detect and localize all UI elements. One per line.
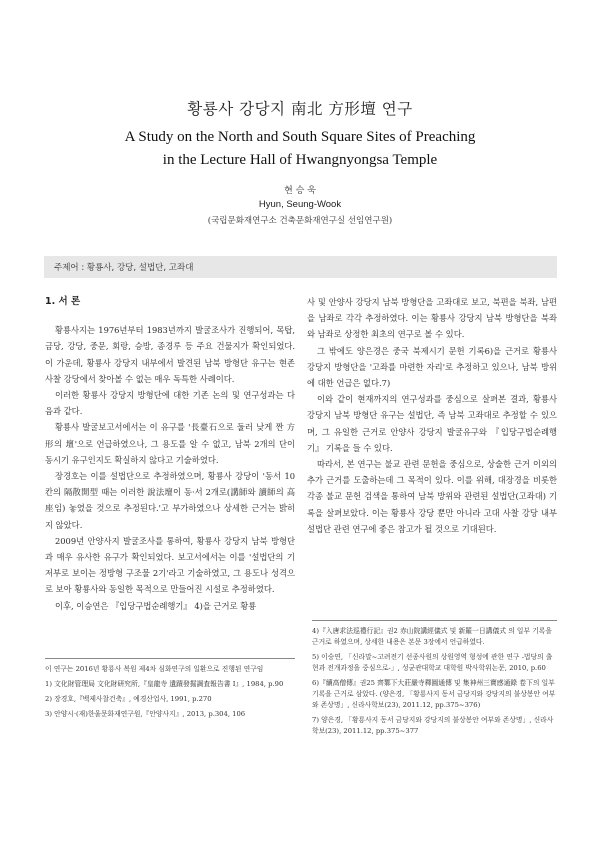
body-paragraph: 황룡사지는 1976년부터 1983년까지 발굴조사가 진행되어, 목탑, 금당, 강당, 중문, 회랑, 승방, 종경루 등 주요 건물지가 확인되었다. 이 가운데, 황룡사 강당지 내부에서 발견된 남북 방형단 유구는 현존 사찰 강당에서 찾아볼 수 없는 매우 독특한 사례이다. (45, 325, 295, 384)
title-english-line-1: A Study on the North and South Square Sites of Preaching (124, 129, 476, 145)
body-paragraph: 이후, 이승연은 『입당구법순례행기』 4)을 근거로 황룡 (55, 600, 257, 611)
body-paragraph: 황룡사 발굴보고서에서는 이 유구를 '長臺石으로 둘러 낮게 짠 方形의 壇'으로 언급하였으나, 그 용도를 알 수 없고, 남북 2개의 단이 동시기 유구인지도 확실하지 않다고 기술하였다. (45, 422, 295, 465)
footnote: 4)『入唐求法巡禮行記』권2 赤山院講經儀式 및 新羅一日講儀式 의 일부 기록을 근거로 하였으며, 상세한 내용은 본문 3장에서 언급하였다. (312, 627, 552, 646)
body-column-right (307, 294, 557, 537)
title-korean: 황룡사 강당지 南北 方形壇 연구 (187, 100, 413, 118)
author-affiliation: (국립문화재연구소 건축문화재연구실 선임연구원) (207, 216, 393, 226)
section-heading: 1. 서 론 (45, 296, 81, 307)
body-paragraph: 이러한 황룡사 강당지 방형단에 대한 기존 논의 및 연구성과는 다음과 같다. (45, 390, 295, 417)
footnote: 7) 양은경, 「황룡사지 동서 금당지와 강당지의 불상봉안 여부와 존상명」, 신라사학보(23), 2011.12, pp.375~377 (312, 716, 554, 735)
footnote: 5) 이승연, 「신라말~고려전기 선종사원의 상원영역 형성에 관한 연구 -법당의 출현과 전개과정을 중심으로-」, 성균관대학교 대학원 박사학위논문, 2010, p.60 (312, 653, 553, 672)
keywords-box: 주제어 : 황룡사, 강당, 설법단, 고좌대 (44, 256, 557, 278)
title-english-line-2: in the Lecture Hall of Hwangnyongsa Temple (162, 152, 438, 168)
footnote: 이 연구는 2016년 황룡사 복원 제4차 심화연구의 일환으로 진행된 연구임 (45, 665, 264, 673)
body-paragraph: 이와 같이 현재까지의 연구성과를 중심으로 살펴본 결과, 황룡사 강당지 남북 방형단 유구는 설법단, 즉 남북 고좌대로 추정할 수 있으며, 그 유일한 근거로 안양사 강당지 발굴유구와 『입당구법순례행기』 기록을 들 수 있다. (307, 394, 557, 453)
footnote: 6)『續高僧傳』권25 齊鄴下大莊嚴寺釋圓通傳 및 集神州三寶感通錄 卷下의 일부 기록을 근거로 삼았다. (양은경, 「황룡사지 동서 금당지와 강당지의 불상봉안 여부와 존상명」, 신라사학보(23), 2011.12, pp.375~376) (312, 679, 556, 709)
footnote: 2) 장경호,『백제사찰건축』, 예경산업사, 1991, p.270 (45, 695, 212, 703)
title-english (0, 126, 600, 172)
body-paragraph: 그 밖에도 양은경은 중국 북제시기 문헌 기록6)을 근거로 황룡사 강당지 방형단을 '고좌를 마련한 자리'로 추정하고 있으나, 남북 방위에 대한 언급은 없다.7) (307, 345, 557, 389)
author-name-korean: 현 승 욱 (284, 186, 316, 196)
body-paragraph: 장경호는 이를 설법단으로 추정하였으며, 황룡사 강당이 '동서 10칸의 隔散開型 때는 이러한 說法壇이 동·서 2개로(講師와 讀師의 高座임) 놓였을 것으로 추정된다.'고 부가하였으나 상세한 근거는 밝히지 않았다. (45, 471, 295, 530)
body-column-left (45, 294, 295, 614)
footnote: 3) 안양시·(재)한울문화재연구원,『안양사지』, 2013, p.304, 106 (45, 710, 246, 718)
body-paragraph: 사 및 안양사 강당지 남북 방형단을 고좌대로 보고, 북편을 북좌, 남편을 남좌로 각각 추정하였다. 이는 황룡사 강당지 남북 방형단을 북좌와 남좌로 상정한 최초의 연구로 볼 수 있다. (307, 297, 557, 340)
author-name-english: Hyun, Seung-Wook (258, 199, 342, 210)
footnotes-left (45, 664, 295, 724)
footnote-divider-left (45, 658, 295, 659)
body-paragraph: 따라서, 본 연구는 불교 관련 문헌을 중심으로, 상술한 근거 이외의 추가 근거를 도출하는데 그 목적이 있다. 이를 위해, 대장경을 비롯한 각종 불교 문헌 검색을 통하여 남북 방위와 관련된 설법단(고좌대) 기록을 살펴보았다. 이는 황룡사 강당 뿐만 아니라 고대 사찰 강당 내부 설법단 관련 연구에 좋은 참고가 될 것으로 기대된다. (307, 459, 557, 534)
body-paragraph: 2009년 안양사지 발굴조사를 통하여, 황룡사 강당지 남북 방형단과 매우 유사한 유구가 확인되었다. 보고서에서는 이를 '설법단의 기저부로 보이는 정방형 구조물 2기'라고 기술하였고, 그 용도나 성격으로 보아 황룡사와 동일한 목적으로 만들어진 시설로 추정하였다. (45, 535, 295, 595)
footnotes-right (312, 626, 557, 741)
footnote: 1) 文化財管理局 文化財硏究所,『皇龍寺 遺蹟發掘調査報告書 I』, 1984, p.90 (45, 680, 284, 688)
footnote-divider-right (312, 620, 557, 621)
